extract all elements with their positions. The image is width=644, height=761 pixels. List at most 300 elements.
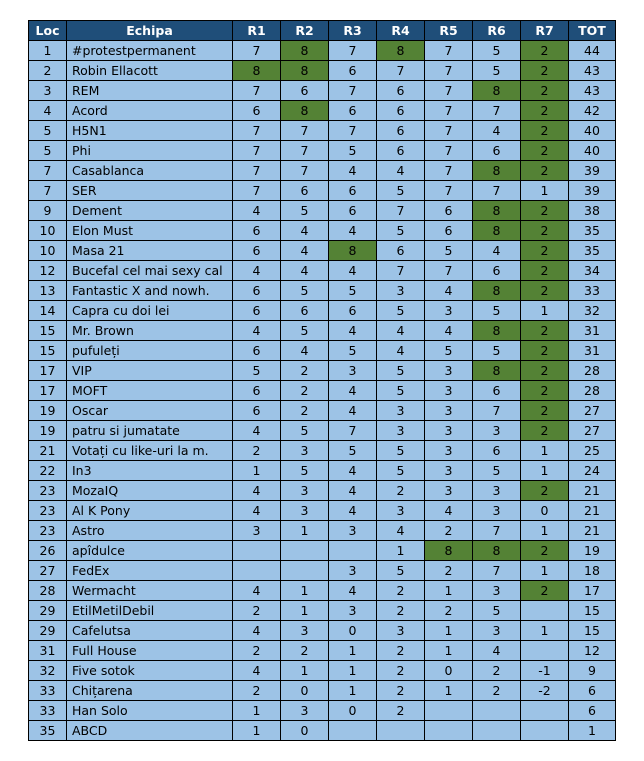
round-6-score-cell: 5 <box>473 341 521 361</box>
round-1-score-cell: 6 <box>233 401 281 421</box>
round-7-score-cell: 2 <box>521 61 569 81</box>
round-7-score-cell: 2 <box>521 421 569 441</box>
round-5-score-cell: 2 <box>425 601 473 621</box>
round-2-score-cell <box>281 561 329 581</box>
round-7-score-cell: 2 <box>521 481 569 501</box>
round-1-score-cell: 7 <box>233 121 281 141</box>
rank-cell: 3 <box>29 81 67 101</box>
team-name-cell: H5N1 <box>67 121 233 141</box>
round-3-score-cell: 3 <box>329 361 377 381</box>
round-4-score-cell: 1 <box>377 541 425 561</box>
round-5-score-cell <box>425 721 473 741</box>
rank-cell: 23 <box>29 521 67 541</box>
team-name-cell: apîdulce <box>67 541 233 561</box>
round-2-score-cell: 4 <box>281 261 329 281</box>
round-5-score-cell: 7 <box>425 101 473 121</box>
header-r1: R1 <box>233 21 281 41</box>
round-5-score-cell: 7 <box>425 141 473 161</box>
round-2-score-cell: 5 <box>281 321 329 341</box>
round-1-score-cell: 4 <box>233 201 281 221</box>
rank-cell: 33 <box>29 681 67 701</box>
round-4-score-cell: 7 <box>377 61 425 81</box>
round-1-score-cell: 1 <box>233 701 281 721</box>
rank-cell: 17 <box>29 361 67 381</box>
round-7-score-cell: 2 <box>521 101 569 121</box>
total-score-cell: 12 <box>569 641 616 661</box>
table-row <box>29 401 616 421</box>
round-4-score-cell: 7 <box>377 201 425 221</box>
round-3-score-cell: 6 <box>329 61 377 81</box>
round-7-score-cell: 1 <box>521 441 569 461</box>
total-score-cell: 15 <box>569 601 616 621</box>
round-6-score-cell: 6 <box>473 141 521 161</box>
team-name-cell: In3 <box>67 461 233 481</box>
total-score-cell: 6 <box>569 681 616 701</box>
table-row <box>29 181 616 201</box>
table-row <box>29 621 616 641</box>
round-1-score-cell: 2 <box>233 441 281 461</box>
round-4-score-cell: 2 <box>377 661 425 681</box>
team-name-cell: MozaIQ <box>67 481 233 501</box>
table-row <box>29 221 616 241</box>
round-2-score-cell: 3 <box>281 501 329 521</box>
table-row <box>29 381 616 401</box>
round-1-score-cell: 4 <box>233 661 281 681</box>
total-score-cell: 40 <box>569 141 616 161</box>
round-4-score-cell: 2 <box>377 601 425 621</box>
round-2-score-cell: 5 <box>281 201 329 221</box>
round-6-score-cell: 6 <box>473 441 521 461</box>
round-7-score-cell: 2 <box>521 281 569 301</box>
rank-cell: 10 <box>29 221 67 241</box>
round-2-score-cell: 0 <box>281 681 329 701</box>
table-row <box>29 581 616 601</box>
round-3-score-cell: 6 <box>329 201 377 221</box>
total-score-cell: 28 <box>569 361 616 381</box>
round-7-score-cell: 2 <box>521 121 569 141</box>
round-1-score-cell: 3 <box>233 521 281 541</box>
table-row <box>29 661 616 681</box>
round-4-score-cell: 2 <box>377 701 425 721</box>
rank-cell: 17 <box>29 381 67 401</box>
table-row <box>29 281 616 301</box>
header-loc: Loc <box>29 21 67 41</box>
round-5-score-cell: 4 <box>425 501 473 521</box>
round-6-score-cell: 8 <box>473 81 521 101</box>
round-2-score-cell: 6 <box>281 181 329 201</box>
rank-cell: 9 <box>29 201 67 221</box>
round-7-score-cell <box>521 641 569 661</box>
round-7-score-cell: 2 <box>521 401 569 421</box>
round-6-score-cell: 4 <box>473 241 521 261</box>
table-row <box>29 121 616 141</box>
team-name-cell: Full House <box>67 641 233 661</box>
rank-cell: 12 <box>29 261 67 281</box>
table-row <box>29 101 616 121</box>
total-score-cell: 24 <box>569 461 616 481</box>
round-7-score-cell: 2 <box>521 261 569 281</box>
total-score-cell: 17 <box>569 581 616 601</box>
round-2-score-cell: 5 <box>281 461 329 481</box>
round-2-score-cell: 8 <box>281 61 329 81</box>
team-name-cell: Fantastic X and nowh. <box>67 281 233 301</box>
round-3-score-cell <box>329 541 377 561</box>
round-3-score-cell: 3 <box>329 561 377 581</box>
round-6-score-cell: 7 <box>473 101 521 121</box>
round-7-score-cell: 2 <box>521 541 569 561</box>
round-3-score-cell: 5 <box>329 281 377 301</box>
round-4-score-cell: 5 <box>377 461 425 481</box>
round-4-score-cell: 3 <box>377 401 425 421</box>
round-2-score-cell: 4 <box>281 341 329 361</box>
team-name-cell: pufuleți <box>67 341 233 361</box>
round-6-score-cell: 3 <box>473 581 521 601</box>
round-2-score-cell: 4 <box>281 241 329 261</box>
round-2-score-cell: 3 <box>281 441 329 461</box>
rank-cell: 35 <box>29 721 67 741</box>
header-r4: R4 <box>377 21 425 41</box>
round-2-score-cell: 8 <box>281 101 329 121</box>
round-3-score-cell: 4 <box>329 381 377 401</box>
round-3-score-cell: 4 <box>329 221 377 241</box>
round-1-score-cell <box>233 541 281 561</box>
round-2-score-cell: 6 <box>281 301 329 321</box>
header-r2: R2 <box>281 21 329 41</box>
header-r7: R7 <box>521 21 569 41</box>
total-score-cell: 31 <box>569 321 616 341</box>
round-6-score-cell <box>473 721 521 741</box>
round-4-score-cell: 5 <box>377 381 425 401</box>
total-score-cell: 35 <box>569 221 616 241</box>
team-name-cell: patru si jumatate <box>67 421 233 441</box>
round-7-score-cell: 2 <box>521 221 569 241</box>
team-name-cell: Wermacht <box>67 581 233 601</box>
team-name-cell: #protestpermanent <box>67 41 233 61</box>
round-7-score-cell: 1 <box>521 181 569 201</box>
round-1-score-cell: 4 <box>233 261 281 281</box>
table-row <box>29 61 616 81</box>
round-2-score-cell: 2 <box>281 361 329 381</box>
team-name-cell: Cafelutsa <box>67 621 233 641</box>
table-row <box>29 541 616 561</box>
round-5-score-cell: 7 <box>425 161 473 181</box>
round-4-score-cell: 3 <box>377 621 425 641</box>
round-1-score-cell: 1 <box>233 461 281 481</box>
rank-cell: 23 <box>29 501 67 521</box>
round-5-score-cell: 2 <box>425 561 473 581</box>
round-1-score-cell: 2 <box>233 681 281 701</box>
rank-cell: 26 <box>29 541 67 561</box>
round-2-score-cell: 5 <box>281 421 329 441</box>
table-row <box>29 361 616 381</box>
round-3-score-cell: 5 <box>329 341 377 361</box>
round-1-score-cell: 6 <box>233 281 281 301</box>
round-5-score-cell: 3 <box>425 301 473 321</box>
total-score-cell: 35 <box>569 241 616 261</box>
round-4-score-cell: 4 <box>377 341 425 361</box>
round-5-score-cell: 7 <box>425 81 473 101</box>
round-6-score-cell: 7 <box>473 401 521 421</box>
round-6-score-cell: 8 <box>473 161 521 181</box>
rank-cell: 21 <box>29 441 67 461</box>
round-7-score-cell: 2 <box>521 161 569 181</box>
rank-cell: 28 <box>29 581 67 601</box>
team-name-cell: Bucefal cel mai sexy cal <box>67 261 233 281</box>
team-name-cell: Five sotok <box>67 661 233 681</box>
team-name-cell: MOFT <box>67 381 233 401</box>
round-3-score-cell: 8 <box>329 241 377 261</box>
round-7-score-cell: -2 <box>521 681 569 701</box>
round-3-score-cell: 1 <box>329 681 377 701</box>
round-6-score-cell: 6 <box>473 261 521 281</box>
round-6-score-cell: 8 <box>473 321 521 341</box>
round-7-score-cell: 2 <box>521 321 569 341</box>
total-score-cell: 40 <box>569 121 616 141</box>
round-5-score-cell: 7 <box>425 41 473 61</box>
team-name-cell: Masa 21 <box>67 241 233 261</box>
table-row <box>29 521 616 541</box>
round-6-score-cell: 8 <box>473 201 521 221</box>
rank-cell: 14 <box>29 301 67 321</box>
round-6-score-cell: 5 <box>473 301 521 321</box>
round-4-score-cell: 5 <box>377 301 425 321</box>
total-score-cell: 27 <box>569 401 616 421</box>
round-6-score-cell: 5 <box>473 601 521 621</box>
round-7-score-cell: 2 <box>521 361 569 381</box>
table-row <box>29 721 616 741</box>
table-row <box>29 81 616 101</box>
round-2-score-cell: 7 <box>281 121 329 141</box>
round-6-score-cell: 4 <box>473 121 521 141</box>
team-name-cell: Al K Pony <box>67 501 233 521</box>
round-7-score-cell: 2 <box>521 81 569 101</box>
round-7-score-cell: 2 <box>521 581 569 601</box>
team-name-cell: Robin Ellacott <box>67 61 233 81</box>
round-5-score-cell: 7 <box>425 181 473 201</box>
round-1-score-cell: 4 <box>233 621 281 641</box>
round-1-score-cell: 4 <box>233 321 281 341</box>
round-3-score-cell: 6 <box>329 181 377 201</box>
round-3-score-cell: 4 <box>329 401 377 421</box>
round-3-score-cell: 7 <box>329 41 377 61</box>
standings-table <box>28 20 616 741</box>
round-3-score-cell: 5 <box>329 141 377 161</box>
table-row <box>29 701 616 721</box>
team-name-cell: REM <box>67 81 233 101</box>
round-4-score-cell: 3 <box>377 421 425 441</box>
table-row <box>29 321 616 341</box>
round-6-score-cell: 3 <box>473 421 521 441</box>
round-4-score-cell: 5 <box>377 561 425 581</box>
table-row <box>29 441 616 461</box>
round-7-score-cell: 1 <box>521 461 569 481</box>
round-6-score-cell: 3 <box>473 621 521 641</box>
table-row <box>29 681 616 701</box>
total-score-cell: 21 <box>569 501 616 521</box>
round-7-score-cell: 1 <box>521 521 569 541</box>
rank-cell: 5 <box>29 141 67 161</box>
team-name-cell: Dement <box>67 201 233 221</box>
total-score-cell: 21 <box>569 481 616 501</box>
round-7-score-cell: 1 <box>521 301 569 321</box>
round-3-score-cell: 4 <box>329 581 377 601</box>
round-6-score-cell: 7 <box>473 521 521 541</box>
round-3-score-cell: 1 <box>329 641 377 661</box>
round-1-score-cell: 6 <box>233 101 281 121</box>
round-3-score-cell: 5 <box>329 441 377 461</box>
round-3-score-cell: 4 <box>329 461 377 481</box>
team-name-cell: Elon Must <box>67 221 233 241</box>
round-2-score-cell: 3 <box>281 701 329 721</box>
round-5-score-cell: 3 <box>425 461 473 481</box>
total-score-cell: 43 <box>569 81 616 101</box>
total-score-cell: 25 <box>569 441 616 461</box>
round-6-score-cell: 7 <box>473 561 521 581</box>
round-3-score-cell: 4 <box>329 161 377 181</box>
header-echipa: Echipa <box>67 21 233 41</box>
rank-cell: 10 <box>29 241 67 261</box>
total-score-cell: 39 <box>569 181 616 201</box>
round-3-score-cell <box>329 721 377 741</box>
total-score-cell: 21 <box>569 521 616 541</box>
round-4-score-cell: 6 <box>377 241 425 261</box>
round-6-score-cell: 2 <box>473 681 521 701</box>
round-3-score-cell: 3 <box>329 521 377 541</box>
table-row <box>29 41 616 61</box>
total-score-cell: 44 <box>569 41 616 61</box>
round-6-score-cell: 6 <box>473 381 521 401</box>
team-name-cell: Chițarena <box>67 681 233 701</box>
round-4-score-cell: 5 <box>377 221 425 241</box>
round-1-score-cell: 4 <box>233 581 281 601</box>
round-1-score-cell: 8 <box>233 61 281 81</box>
table-row <box>29 561 616 581</box>
round-4-score-cell: 7 <box>377 261 425 281</box>
round-4-score-cell: 3 <box>377 501 425 521</box>
round-3-score-cell: 7 <box>329 81 377 101</box>
round-5-score-cell: 8 <box>425 541 473 561</box>
total-score-cell: 27 <box>569 421 616 441</box>
round-5-score-cell: 5 <box>425 341 473 361</box>
round-5-score-cell: 6 <box>425 201 473 221</box>
team-name-cell: SER <box>67 181 233 201</box>
round-3-score-cell: 1 <box>329 661 377 681</box>
round-2-score-cell: 7 <box>281 161 329 181</box>
round-4-score-cell: 6 <box>377 101 425 121</box>
round-7-score-cell: 2 <box>521 341 569 361</box>
round-6-score-cell: 5 <box>473 41 521 61</box>
round-1-score-cell: 2 <box>233 601 281 621</box>
round-5-score-cell: 1 <box>425 641 473 661</box>
table-row <box>29 161 616 181</box>
round-6-score-cell: 3 <box>473 501 521 521</box>
table-row <box>29 461 616 481</box>
round-2-score-cell: 6 <box>281 81 329 101</box>
round-3-score-cell: 3 <box>329 601 377 621</box>
round-6-score-cell: 8 <box>473 221 521 241</box>
standings-body <box>29 41 616 741</box>
total-score-cell: 38 <box>569 201 616 221</box>
table-row <box>29 641 616 661</box>
round-4-score-cell: 2 <box>377 581 425 601</box>
round-5-score-cell: 3 <box>425 401 473 421</box>
table-row <box>29 421 616 441</box>
round-6-score-cell: 8 <box>473 281 521 301</box>
round-3-score-cell: 6 <box>329 301 377 321</box>
round-2-score-cell: 3 <box>281 481 329 501</box>
rank-cell: 7 <box>29 161 67 181</box>
round-6-score-cell: 4 <box>473 641 521 661</box>
round-5-score-cell: 3 <box>425 441 473 461</box>
round-5-score-cell: 2 <box>425 521 473 541</box>
round-5-score-cell: 0 <box>425 661 473 681</box>
round-6-score-cell: 2 <box>473 661 521 681</box>
round-1-score-cell: 7 <box>233 41 281 61</box>
total-score-cell: 9 <box>569 661 616 681</box>
team-name-cell: Capra cu doi lei <box>67 301 233 321</box>
rank-cell: 29 <box>29 621 67 641</box>
table-row <box>29 241 616 261</box>
round-4-score-cell: 2 <box>377 481 425 501</box>
team-name-cell: ABCD <box>67 721 233 741</box>
table-row <box>29 141 616 161</box>
round-5-score-cell: 5 <box>425 241 473 261</box>
round-1-score-cell: 1 <box>233 721 281 741</box>
round-2-score-cell: 0 <box>281 721 329 741</box>
round-7-score-cell: 2 <box>521 141 569 161</box>
round-3-score-cell: 4 <box>329 481 377 501</box>
round-7-score-cell <box>521 721 569 741</box>
round-1-score-cell: 7 <box>233 161 281 181</box>
table-row <box>29 341 616 361</box>
team-name-cell: Astro <box>67 521 233 541</box>
round-1-score-cell: 7 <box>233 181 281 201</box>
round-5-score-cell: 7 <box>425 121 473 141</box>
round-4-score-cell: 5 <box>377 441 425 461</box>
round-3-score-cell: 7 <box>329 421 377 441</box>
rank-cell: 31 <box>29 641 67 661</box>
round-5-score-cell: 1 <box>425 681 473 701</box>
round-5-score-cell: 3 <box>425 361 473 381</box>
round-6-score-cell <box>473 701 521 721</box>
rank-cell: 29 <box>29 601 67 621</box>
round-1-score-cell: 6 <box>233 241 281 261</box>
team-name-cell: Oscar <box>67 401 233 421</box>
round-1-score-cell: 7 <box>233 141 281 161</box>
table-row <box>29 201 616 221</box>
round-1-score-cell: 5 <box>233 361 281 381</box>
round-1-score-cell: 4 <box>233 481 281 501</box>
round-7-score-cell <box>521 701 569 721</box>
rank-cell: 15 <box>29 341 67 361</box>
round-4-score-cell <box>377 721 425 741</box>
round-6-score-cell: 8 <box>473 541 521 561</box>
round-2-score-cell: 1 <box>281 601 329 621</box>
total-score-cell: 28 <box>569 381 616 401</box>
round-6-score-cell: 5 <box>473 461 521 481</box>
round-2-score-cell: 1 <box>281 661 329 681</box>
round-5-score-cell: 4 <box>425 281 473 301</box>
round-4-score-cell: 2 <box>377 681 425 701</box>
table-row <box>29 301 616 321</box>
round-6-score-cell: 8 <box>473 361 521 381</box>
round-3-score-cell: 0 <box>329 621 377 641</box>
rank-cell: 7 <box>29 181 67 201</box>
table-row <box>29 501 616 521</box>
round-4-score-cell: 5 <box>377 181 425 201</box>
total-score-cell: 42 <box>569 101 616 121</box>
round-3-score-cell: 4 <box>329 321 377 341</box>
